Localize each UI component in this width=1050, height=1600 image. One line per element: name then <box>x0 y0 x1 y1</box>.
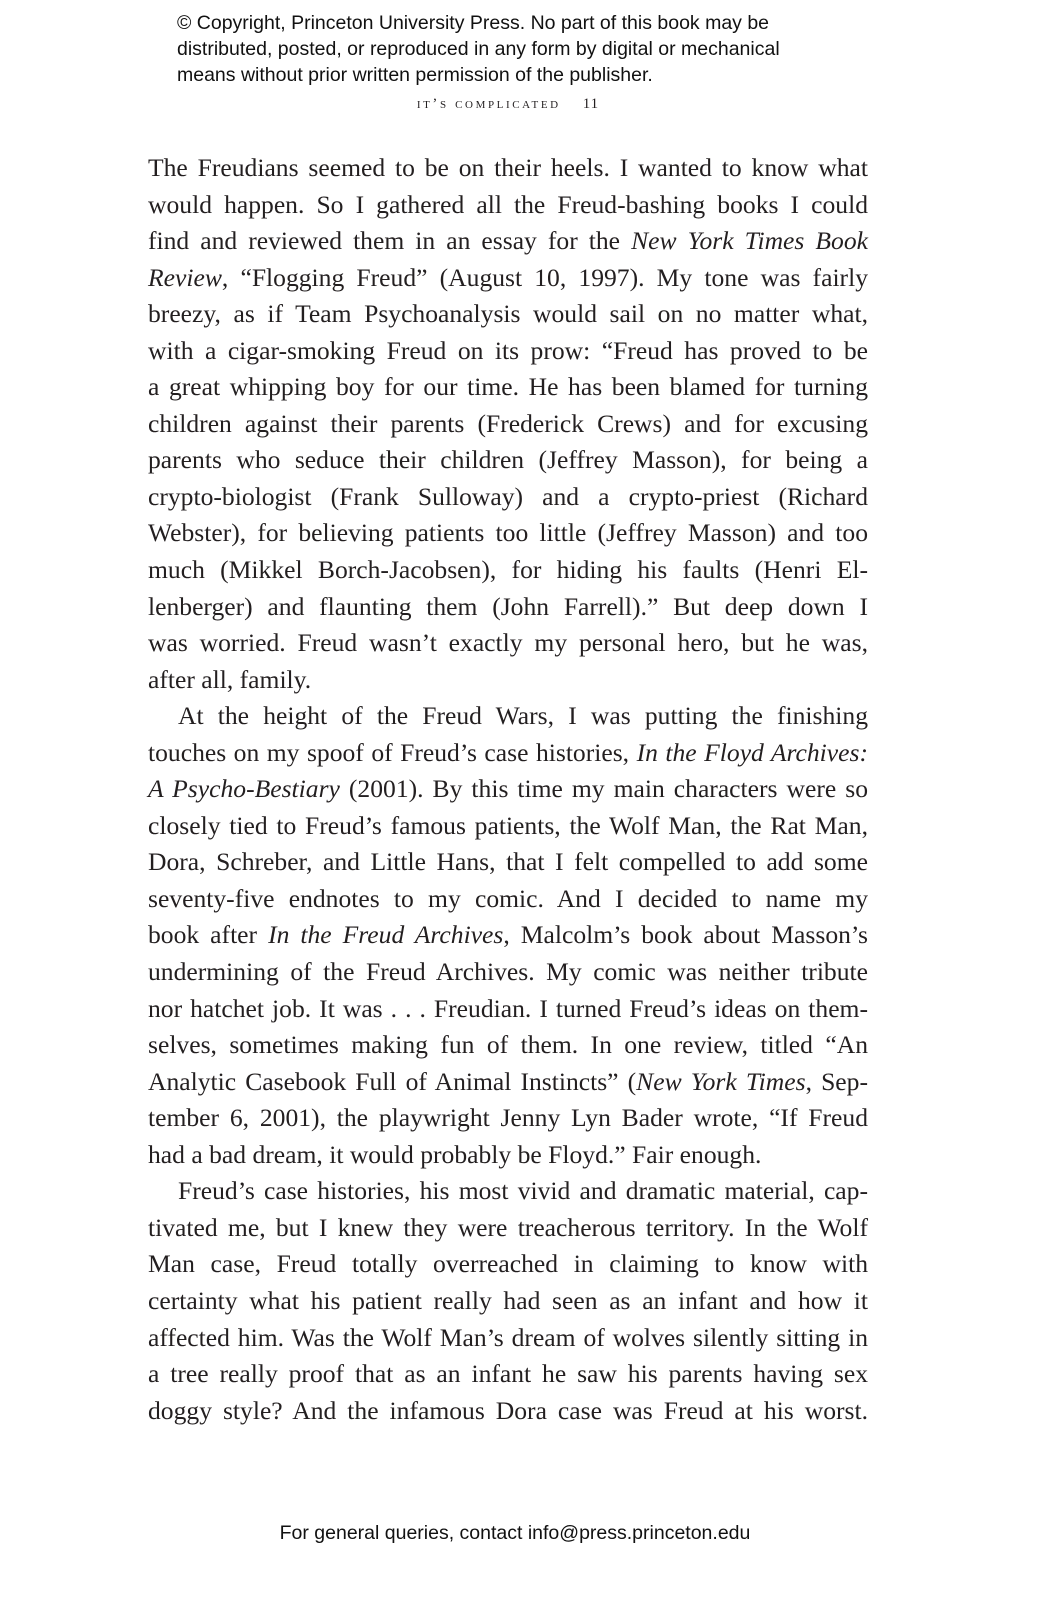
text-segment: certainty what his patient really had seen as an infant and how it <box>148 1285 868 1315</box>
notice-line: © Copyright, Princeton University Press. No part of this book may be <box>177 12 770 34</box>
text-segment: nor hatchet job. It was . . . Freudian. I turned Freud’s ideas on them- <box>148 993 868 1023</box>
text-segment: parents who seduce their children (Jeffrey Masson), for being a <box>148 445 868 475</box>
running-head <box>0 96 1016 113</box>
text-line <box>148 1173 868 1210</box>
text-line <box>148 1246 868 1283</box>
text-line <box>148 954 868 991</box>
text-segment: Freud’s case histories, his most vivid and dramatic material, cap- <box>178 1176 868 1206</box>
text-segment: book after <box>148 920 269 950</box>
text-segment: Analytic Casebook Full of Animal Instincts” ( <box>148 1066 637 1096</box>
text-segment: children against their parents (Frederick Crews) and for excusing <box>148 408 868 438</box>
text-segment: Dora, Schreber, and Little Hans, that I felt compelled to add some <box>148 847 868 877</box>
text-line <box>148 698 868 735</box>
italic-title: New York Times <box>636 1066 806 1096</box>
text-segment: would happen. So I gathered all the Freud-bashing books I could <box>148 189 868 219</box>
text-line <box>148 1283 868 1320</box>
text-line <box>148 1064 868 1101</box>
notice-line: means without prior written permission of the publisher. <box>177 64 653 86</box>
text-line <box>148 333 868 370</box>
text-line <box>148 1320 868 1357</box>
text-segment: selves, sometimes making fun of them. In one review, titled “An <box>148 1030 868 1060</box>
text-segment: touches on my spoof of Freud’s case histories, <box>148 737 637 767</box>
text-line <box>148 844 868 881</box>
italic-title: In the Floyd Archives: <box>636 737 868 767</box>
text-line <box>148 917 868 954</box>
text-segment: crypto-biologist (Frank Sulloway) and a crypto-priest (Richard <box>148 481 868 511</box>
text-segment: (2001). By this time my main characters were so <box>339 774 868 804</box>
text-segment: tember 6, 2001), the playwright Jenny Lyn Bader wrote, “If Freud <box>148 1103 868 1133</box>
text-line <box>148 223 868 260</box>
running-head-title: it’s complicated <box>416 96 561 112</box>
text-line <box>148 296 868 333</box>
italic-title: New York Times Book <box>631 226 868 256</box>
text-segment: undermining of the Freud Archives. My comic was neither tribute <box>148 957 868 987</box>
text-line <box>148 1137 868 1174</box>
text-line <box>148 369 868 406</box>
text-segment: a great whipping boy for our time. He has been blamed for turning <box>148 372 868 402</box>
text-segment: with a cigar-smoking Freud on its prow: “Freud has proved to be <box>148 335 868 365</box>
text-segment: , Malcolm’s book about Masson’s <box>503 920 868 950</box>
footer-contact: For general queries, contact info@press.princeton.edu <box>279 1522 751 1544</box>
page-number: 11 <box>582 96 600 112</box>
text-segment: closely tied to Freud’s famous patients, the Wolf Man, the Rat Man, <box>148 810 868 840</box>
text-segment: after all, family. <box>148 664 312 694</box>
text-segment: tivated me, but I knew they were treacherous territory. In the Wolf <box>148 1212 868 1242</box>
text-segment: At the height of the Freud Wars, I was putting the finishing <box>178 701 868 731</box>
text-segment: was worried. Freud wasn’t exactly my personal hero, but he was, <box>148 628 868 658</box>
text-line <box>148 589 868 626</box>
text-line <box>148 1027 868 1064</box>
text-segment: doggy style? And the infamous Dora case was Freud at his worst. <box>148 1395 868 1425</box>
text-segment: , “Flogging Freud” (August 10, 1997). My tone was fairly <box>221 262 868 292</box>
text-segment: breezy, as if Team Psychoanalysis would sail on no matter what, <box>148 299 868 329</box>
text-segment: a tree really proof that as an infant he saw his parents having sex <box>148 1359 868 1389</box>
italic-title: In the Freud Archives <box>268 920 504 950</box>
text-line <box>148 150 868 187</box>
text-line <box>148 515 868 552</box>
text-segment: much (Mikkel Borch-Jacobsen), for hiding his faults (Henri El- <box>148 555 868 585</box>
text-segment: find and reviewed them in an essay for the <box>148 226 632 256</box>
text-line <box>148 260 868 297</box>
text-line <box>148 552 868 589</box>
text-segment: The Freudians seemed to be on their heels. I wanted to know what <box>148 153 868 182</box>
text-segment: , Sep- <box>805 1066 868 1096</box>
text-line <box>148 881 868 918</box>
text-line <box>148 187 868 224</box>
text-line <box>148 625 868 662</box>
text-line <box>148 735 868 772</box>
text-line <box>148 771 868 808</box>
text-segment: had a bad dream, it would probably be Floyd.” Fair enough. <box>148 1139 762 1169</box>
text-segment: Man case, Freud totally overreached in claiming to know with <box>148 1249 868 1279</box>
text-line <box>148 662 868 699</box>
text-line <box>148 1100 868 1137</box>
text-segment: affected him. Was the Wolf Man’s dream of wolves silently sitting in <box>148 1322 868 1352</box>
text-segment: seventy-five endnotes to my comic. And I decided to name my <box>148 883 868 913</box>
text-line <box>148 1356 868 1393</box>
text-line <box>148 406 868 443</box>
text-line <box>148 479 868 516</box>
text-line <box>148 808 868 845</box>
notice-line: distributed, posted, or reproduced in any form by digital or mechanical <box>177 38 780 60</box>
text-segment: lenberger) and flaunting them (John Farrell).” But deep down I <box>148 591 868 621</box>
copyright-notice <box>177 10 780 88</box>
text-line <box>148 1393 868 1430</box>
text-segment: Webster), for believing patients too little (Jeffrey Masson) and too <box>148 518 868 548</box>
italic-title: Review <box>148 262 222 292</box>
body-text <box>148 150 868 1429</box>
text-line <box>148 991 868 1028</box>
text-line <box>148 1210 868 1247</box>
italic-title: A Psycho-Bestiary <box>148 774 340 804</box>
text-line <box>148 442 868 479</box>
